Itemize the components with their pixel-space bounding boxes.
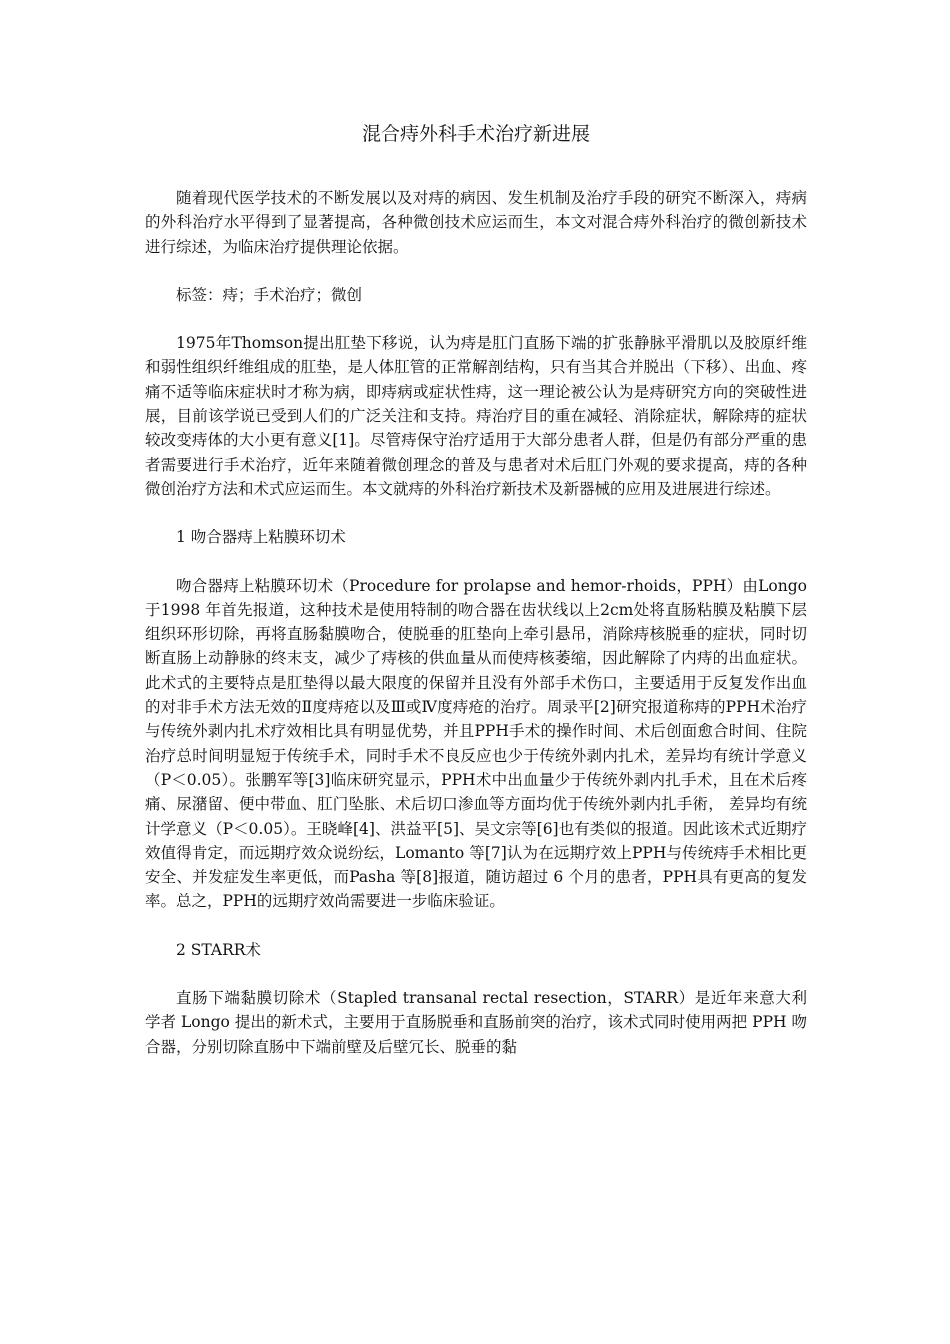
- section-2-heading: 2 STARR术: [176, 940, 261, 959]
- section-1-heading: 1 吻合器痔上粘膜环切术: [176, 528, 346, 547]
- document-page: [145, 118, 807, 1083]
- section-2-paragraph: 直肠下端黏膜切除术（Stapled transanal rectal resection，STARR）是近年来意大利学者 Longo 提出的新术式，主要用于直肠脱垂和直肠前突的治疗，该术式同时使用两把 PPH 吻合器，分别切除直肠中下端前壁及后壁冗长、脱垂的黏: [145, 989, 807, 1056]
- document-title: 混合痔外科手术治疗新进展: [361, 123, 590, 145]
- section-1-paragraph: 吻合器痔上粘膜环切术（Procedure for prolapse and hemor-rhoids，PPH）由Longo于1998 年首先报道，这种技术是使用特制的吻合器在齿状线以上2cm处将直肠粘膜及粘膜下层组织环形切除，再将直肠黏膜吻合，使脱垂的肛垫向上牵引悬吊，消除痔核脱垂的症状，同时切断直肠上动静脉的终末支，减少了痔核的供血量从而使痔核萎缩，因此解除了内痔的出血症状。此术式的主要特点是肛垫得以最大限度的保留并且没有外部手术伤口，主要适用于反复发作出血的对非手术方法无效的Ⅱ度痔疮以及Ⅲ或Ⅳ度痔疮的治疗。周录平[2]研究报道称痔的PPH术治疗与传统外剥内扎术疗效相比具有明显优势，并且PPH手术的操作时间、术后创面愈合时间、住院治疗总时间明显短于传统手术，同时手术不良反应也少于传统外剥内扎术，差异均有统计学意义（P＜0.05）。张鹏军等[3]临床研究显示，PPH术中出血量少于传统外剥内扎手术，且在术后疼痛、尿潴留、便中带血、肛门坠胀、术后切口渗血等方面均优于传统外剥内扎手術， 差异均有统计学意义（P＜0.05）。王晓峰[4]、洪益平[5]、吴文宗等[6]也有类似的报道。因此该术式近期疗效值得肯定，而远期疗效众说纷纭，Lomanto 等[7]认为在远期疗效上PPH与传统痔手术相比更安全、并发症发生率更低，而Pasha 等[8]报道，随访超过 6 个月的患者，PPH具有更高的复发率。总之，PPH的远期疗效尚需要进一步临床验证。: [145, 576, 807, 911]
- intro-paragraph: 1975年Thomson提出肛垫下移说，认为痔是肛门直肠下端的扩张静脉平滑肌以及胶原纤维和弱性组织纤维组成的肛垫，是人体肛管的正常解剖结构，只有当其合并脱出（下移）、出血、疼痛不适等临床症状时才称为病，即痔病或症状性痔，这一理论被公认为是痔研究方向的突破性进展，目前该学说已受到人们的广泛关注和支持。痔治疗目的重在减轻、消除症状，解除痔的症状较改变痔体的大小更有意义[1]。尽管痔保守治疗适用于大部分患者人群，但是仍有部分严重的患者需要进行手术治疗，近年来随着微创理念的普及与患者对术后肛门外观的要求提高，痔的各种微创治疗方法和术式应运而生。本文就痔的外科治疗新技术及新器械的应用及进展进行综述。: [145, 334, 807, 498]
- abstract-paragraph: 随着现代医学技术的不断发展以及对痔的病因、发生机制及治疗手段的研究不断深入，痔病的外科治疗水平得到了显著提高，各种微创技术应运而生，本文对混合痔外科治疗的微创新技术进行综述，为临床治疗提供理论依据。: [145, 189, 807, 256]
- keywords-line: 标签：痔；手术治疗；微创: [176, 285, 363, 304]
